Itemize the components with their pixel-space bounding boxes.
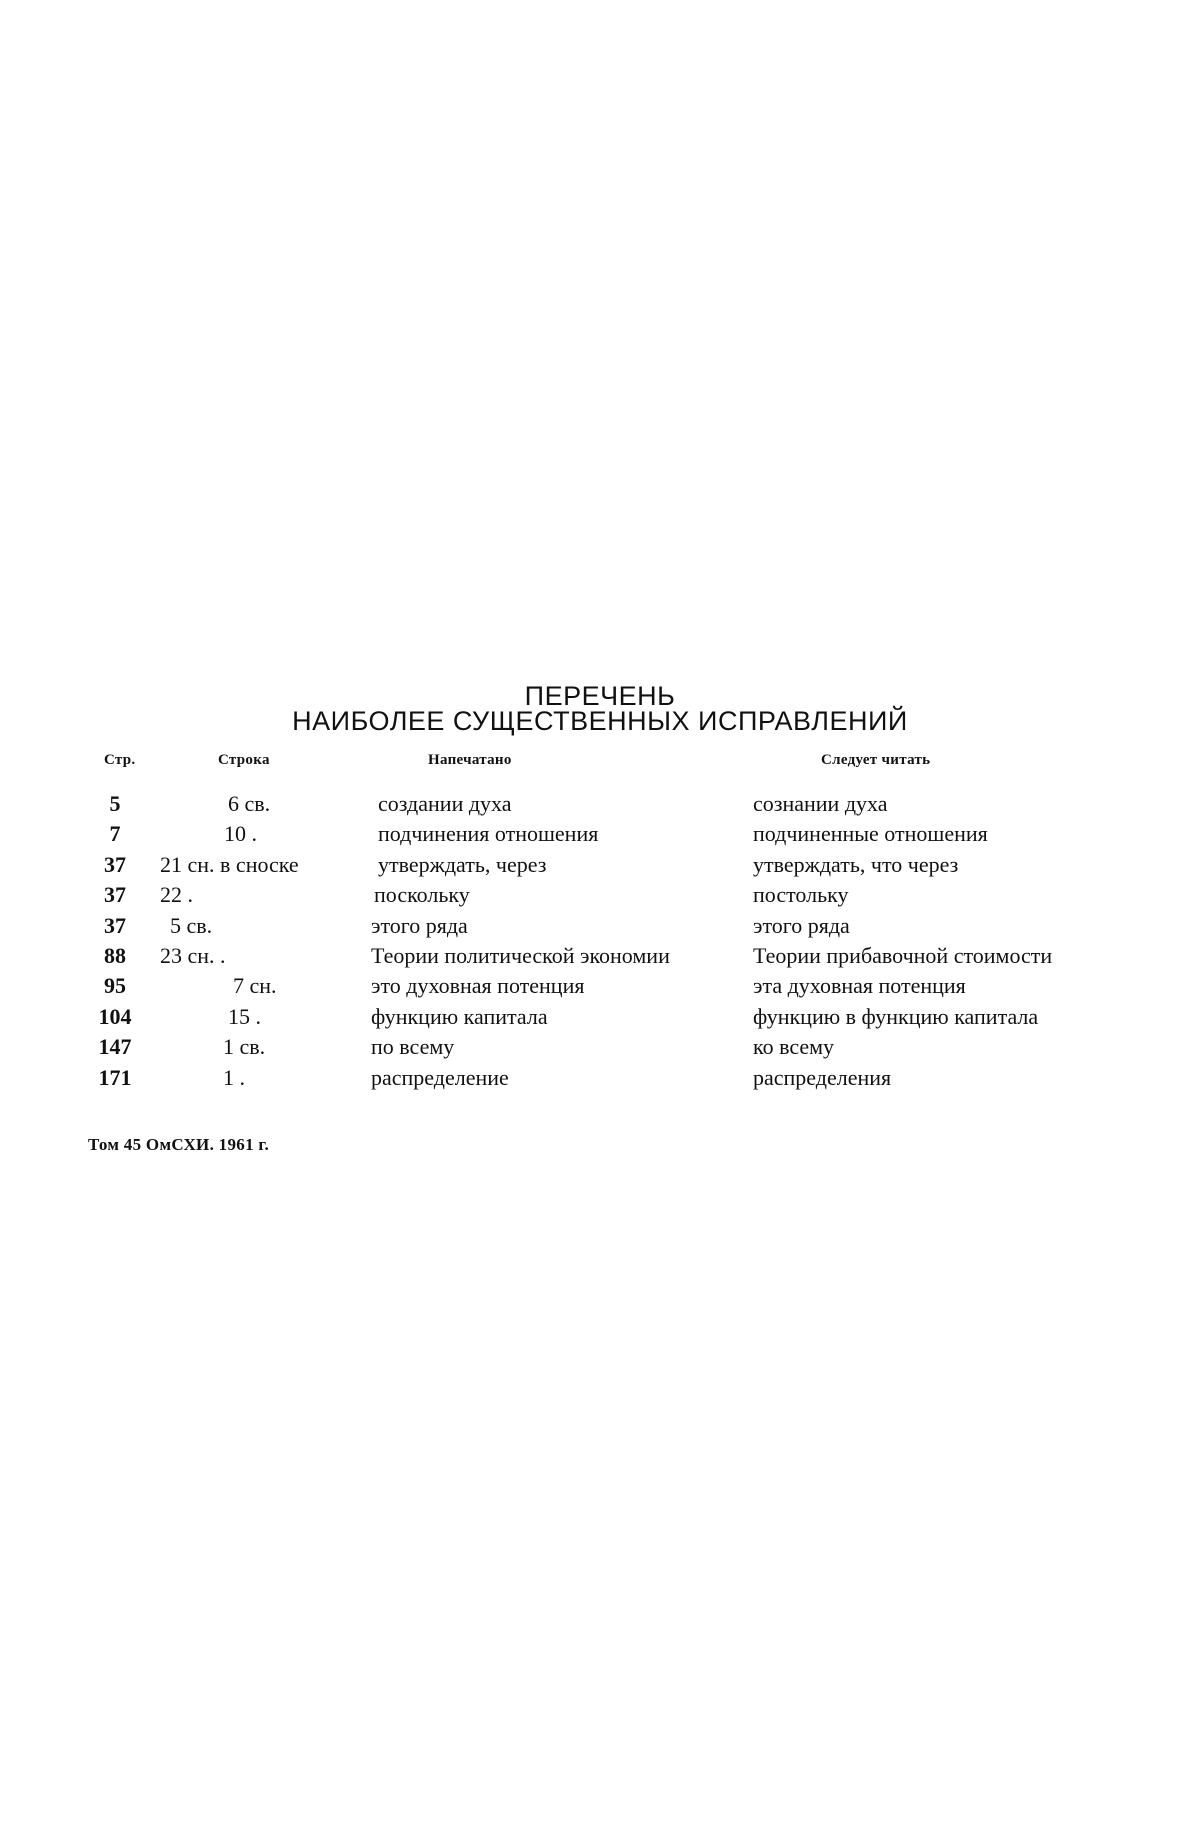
- cell-printed: создании духа: [378, 791, 512, 816]
- cell-should-read: подчиненные отношения: [753, 821, 988, 847]
- table-row: [0, 851, 1200, 881]
- cell-line: 5 св.: [170, 912, 213, 938]
- cell-page: 7: [109, 821, 121, 847]
- table-row: [0, 942, 1200, 972]
- table-row: [0, 912, 1200, 942]
- cell-printed: подчинения отношения: [378, 821, 599, 847]
- cell-printed: это духовная потенция: [371, 973, 585, 999]
- cell-line: 1 св.: [223, 1034, 266, 1060]
- cell-page: 104: [98, 1003, 132, 1029]
- cell-should-read: ко всему: [753, 1034, 835, 1060]
- cell-page: 5: [109, 791, 121, 816]
- table-row: [0, 820, 1200, 850]
- cell-should-read: Теории прибавочной стоимости: [753, 942, 1053, 968]
- cell-line: 23 сн. .: [160, 942, 226, 968]
- header-printed: Напечатано: [428, 752, 512, 768]
- cell-printed: поскольку: [374, 882, 470, 908]
- cell-printed: Теории политической экономии: [371, 942, 670, 968]
- cell-printed: функцию капитала: [371, 1003, 548, 1029]
- footer-note: Том 45 ОмСХИ. 1961 г.: [88, 1135, 270, 1154]
- cell-line: 7 сн.: [233, 973, 277, 999]
- cell-page: 37: [104, 851, 126, 877]
- table-row: [0, 790, 1200, 820]
- header-page: Стр.: [104, 752, 136, 768]
- errata-table: [0, 790, 1200, 1094]
- cell-page: 147: [98, 1034, 132, 1060]
- header-line: Строка: [218, 752, 270, 768]
- header-should-read: Следует читать: [821, 752, 931, 768]
- cell-page: 37: [104, 882, 126, 908]
- table-row: [0, 1003, 1200, 1033]
- cell-should-read: сознании духа: [753, 791, 888, 816]
- table-row: [0, 881, 1200, 911]
- cell-should-read: распределения: [753, 1064, 892, 1090]
- cell-should-read: утверждать, что через: [753, 851, 959, 877]
- cell-line: 22 .: [160, 882, 193, 908]
- table-row: [0, 1033, 1200, 1063]
- cell-printed: этого ряда: [371, 912, 468, 938]
- document-subtitle: НАИБОЛЕЕ СУЩЕСТВЕННЫХ ИСПРАВЛЕНИЙ: [292, 706, 908, 736]
- cell-printed: распределение: [371, 1064, 509, 1090]
- cell-should-read: постольку: [753, 882, 849, 908]
- cell-should-read: эта духовная потенция: [753, 973, 966, 999]
- cell-should-read: функцию в функцию капитала: [753, 1003, 1039, 1029]
- cell-page: 95: [104, 973, 126, 999]
- cell-page: 37: [104, 912, 126, 938]
- cell-line: 10 .: [224, 821, 257, 847]
- document-title: ПЕРЕЧЕНЬ: [524, 681, 676, 711]
- cell-line: 15 .: [228, 1003, 261, 1029]
- table-row: [0, 1064, 1200, 1094]
- cell-page: 88: [104, 942, 126, 968]
- cell-line: 6 св.: [228, 791, 271, 816]
- cell-printed: по всему: [371, 1034, 455, 1060]
- cell-page: 171: [98, 1064, 132, 1090]
- cell-line: 21 сн. в сноске: [160, 851, 299, 877]
- table-row: [0, 972, 1200, 1002]
- cell-line: 1 .: [223, 1064, 245, 1090]
- cell-printed: утверждать, через: [378, 851, 547, 877]
- cell-should-read: этого ряда: [753, 912, 850, 938]
